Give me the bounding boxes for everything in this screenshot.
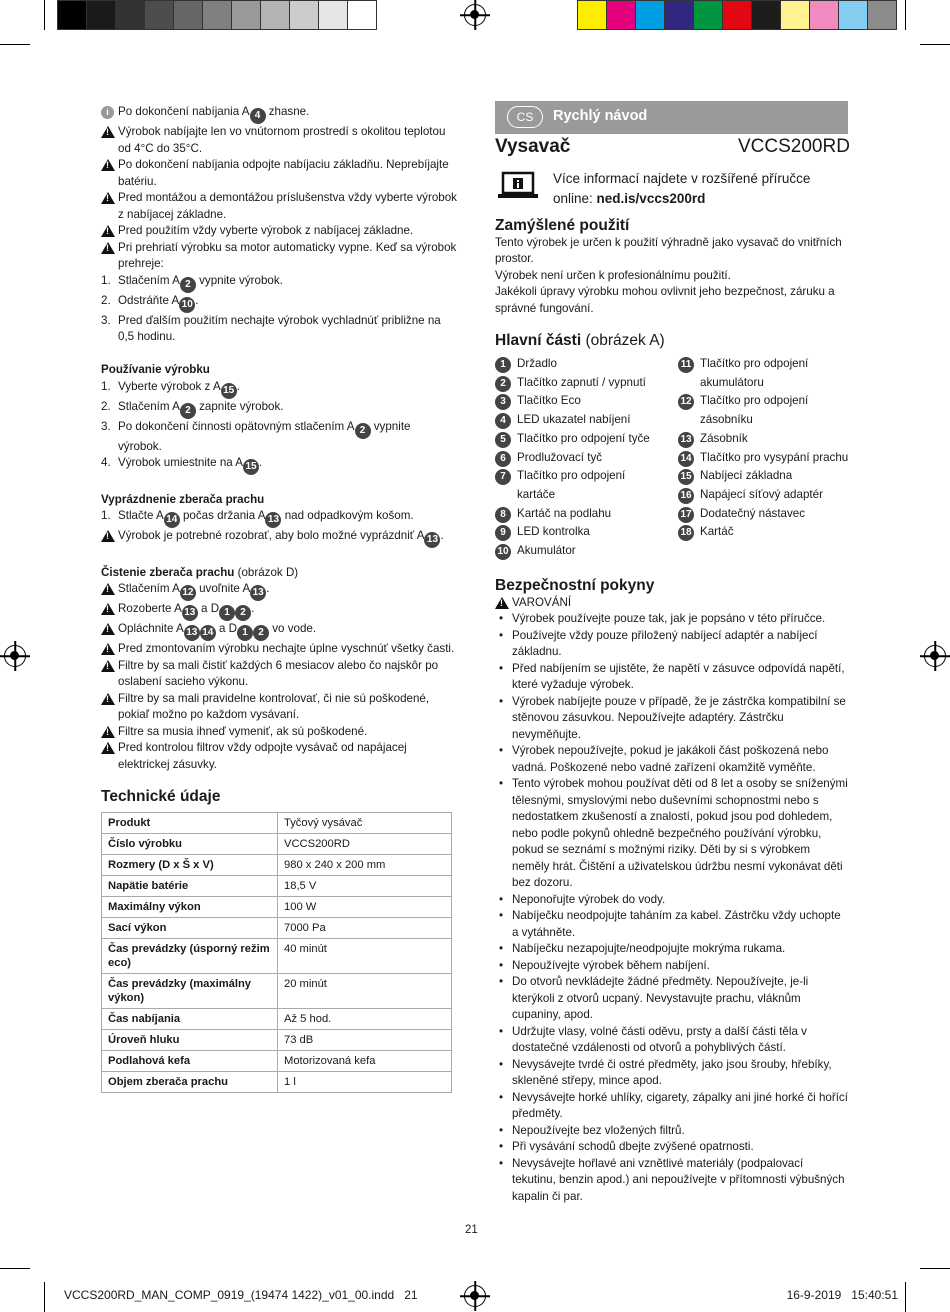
warning-icon	[101, 603, 115, 615]
crop-mark	[920, 1268, 950, 1269]
callout-badge: 13	[184, 625, 200, 641]
part-item	[495, 505, 665, 524]
bullet: •	[499, 694, 504, 708]
safety-section	[495, 578, 850, 1205]
bullet: •	[499, 1057, 504, 1071]
spec-row	[102, 854, 452, 875]
part-label: Kartáč	[700, 525, 734, 539]
crop-mark	[44, 1282, 45, 1312]
part-item	[678, 430, 850, 449]
spec-key: Úroveň hluku	[102, 1029, 278, 1050]
part-number-badge: 14	[678, 451, 694, 467]
note-item: ! Po dokončení nabíjania odpojte nabíjaciu základňu. Neprebíjajte batériu.	[101, 157, 457, 190]
spec-value: Až 5 hod.	[278, 1008, 452, 1029]
safety-item: • Nepoužívejte bez vložených filtrů.	[495, 1123, 850, 1140]
safety-item: • Výrobek nepoužívejte, pokud je jakákoli část poškozená nebo vadná. Poškozené nebo vadné zařízení okamžitě vyměňte.	[495, 743, 850, 776]
step-item: 2. Stlačením A 2 zapnite výrobok.	[101, 399, 457, 419]
color-swatch	[347, 0, 377, 30]
footer-file: VCCS200RD_MAN_COMP_0919_(19474 1422)_v01_00.indd 21	[64, 1288, 418, 1302]
part-label: Tlačítko pro odpojení akumulátoru	[700, 357, 809, 389]
part-label: Tlačítko zapnutí / vypnutí	[517, 375, 646, 389]
step-item: 3. Pred ďalším použitím nechajte výrobok vychladnúť približne na 0,5 hodinu.	[101, 313, 441, 343]
spec-value: 18,5 V	[278, 875, 452, 896]
spec-value: VCCS200RD	[278, 833, 452, 854]
safety-item: • Při vysávání schodů dbejte zvýšené opatrnosti.	[495, 1139, 850, 1156]
part-label: Napájecí síťový adaptér	[700, 487, 823, 501]
color-swatch	[289, 0, 319, 30]
spec-row	[102, 1029, 452, 1050]
product-title: Vysavač	[495, 136, 571, 157]
model-number: VCCS200RD	[738, 136, 850, 157]
part-item	[495, 449, 665, 468]
bullet: •	[499, 1156, 504, 1170]
note-item: ! Pred použitím vždy vyberte výrobok z nabíjacej základne.	[101, 223, 457, 240]
warning-icon	[101, 126, 115, 138]
spec-key: Produkt	[102, 812, 278, 833]
bullet: •	[499, 892, 504, 906]
crop-mark	[905, 1282, 906, 1312]
bullet: •	[499, 612, 504, 625]
safety-item: • Nevysávejte hořlavé ani vznětlivé materiály (podpalovací tekutinu, benzin apod.) ani nepoužívejte v přítomnosti výbušných kapalin či par.	[495, 1156, 850, 1206]
parts-heading: Hlavní části (obrázek A)	[495, 332, 665, 349]
spec-row	[102, 833, 452, 854]
online-line: online: ned.is/vccs200rd	[553, 191, 706, 206]
safety-item: • Do otvorů nevkládejte žádné předměty. Nepoužívejte, je-li kterýkoli z otvorů ucpaný. Nevystavujte prachu, vláknům cupaniny, apod.	[495, 974, 850, 1024]
part-number-badge: 4	[495, 413, 511, 429]
laptop-icon	[497, 171, 539, 206]
safety-heading: Bezpečnostní pokyny	[495, 577, 655, 594]
safety-item: • Nevysávejte tvrdé či ostré předměty, jako jsou šrouby, hřebíky, skleněné střepy, mince apod.	[495, 1057, 850, 1090]
bullet: •	[499, 958, 504, 972]
more-info-text	[553, 169, 848, 209]
safety-item: • Před nabíjením se ujistěte, že napětí v zásuvce odpovídá napětí, které vyžaduje výrobek.	[495, 661, 850, 694]
part-item	[495, 355, 665, 374]
part-label: Držadlo	[517, 357, 557, 370]
registration-mark-icon	[464, 1285, 486, 1307]
empty-instructions	[101, 508, 457, 548]
more-info-line: Více informací najdete v rozšířené příručce	[553, 171, 811, 186]
safety-item: • Výrobek nabíjejte pouze v případě, že je zástrčka kompatibilní se stěnovou zásuvkou. Nepoužívejte adaptéry. Zástrčku nevyměňujte.	[495, 694, 850, 744]
warning-icon	[101, 225, 115, 237]
charging-notes	[101, 104, 457, 273]
warning-label-row	[495, 595, 850, 612]
part-number-badge: 9	[495, 525, 511, 541]
part-item	[495, 467, 665, 504]
registration-mark-icon	[4, 645, 26, 667]
spec-row	[102, 1008, 452, 1029]
callout-badge: 13	[265, 512, 281, 528]
color-swatch	[202, 0, 232, 30]
part-number-badge: 10	[495, 544, 511, 560]
spec-value: 40 minút	[278, 938, 452, 973]
intended-text	[495, 235, 848, 318]
safety-item: • Nabíječku neodpojujte taháním za kabel. Zástrčku vždy uchopte a vytáhněte.	[495, 908, 850, 941]
color-swatch	[577, 0, 607, 30]
note-item: ! Pred zmontovaním výrobku nechajte úplne vyschnúť všetky časti.	[101, 641, 457, 658]
spec-value: Tyčový vysávač	[278, 812, 452, 833]
color-swatch	[144, 0, 174, 30]
note-item: ! Výrobok je potrebné rozobrať, aby bolo možné vyprázdniť A 13 .	[101, 528, 457, 548]
tech-heading: Technické údaje	[101, 788, 221, 805]
intended-line: Jakékoli úpravy výrobku mohou ovlivnit jeho bezpečnost, záruku a správné fungování.	[495, 285, 835, 315]
info-icon: i	[101, 106, 114, 119]
crop-mark	[0, 44, 30, 45]
overheat-steps	[101, 273, 457, 346]
clean-heading: Čistenie zberača prachu (obrázok D)	[101, 565, 299, 579]
safety-item: • Používejte vždy pouze přiložený nabíjecí adaptér a nabíjecí základnu.	[495, 628, 850, 661]
part-label: Zásobník	[700, 431, 748, 445]
spec-row	[102, 1071, 452, 1092]
callout-badge: 15	[243, 459, 259, 475]
part-number-badge: 18	[678, 525, 694, 541]
warning-icon	[495, 597, 509, 609]
warning-icon	[101, 583, 115, 595]
note-item: i Po dokončení nabíjania A 4 zhasne.	[101, 104, 457, 124]
registration-mark-icon	[464, 4, 486, 26]
intended-use-section	[495, 218, 848, 317]
color-swatch	[115, 0, 145, 30]
registration-mark-icon	[924, 645, 946, 667]
callout-badge: 1	[219, 605, 235, 621]
note-item: ! Filtre sa musia ihneď vymeniť, ak sú poškodené.	[101, 724, 457, 741]
part-item	[495, 411, 665, 430]
safety-item: • Výrobek používejte pouze tak, jak je popsáno v této příručce.	[495, 611, 850, 628]
part-item	[495, 542, 665, 561]
color-swatch	[809, 0, 839, 30]
color-swatch	[173, 0, 203, 30]
parts-list-left	[495, 355, 665, 561]
safety-item: • Neponořujte výrobek do vody.	[495, 892, 850, 909]
step-number: 1.	[101, 379, 111, 393]
part-number-badge: 2	[495, 376, 511, 392]
empty-heading: Vyprázdnenie zberača prachu	[101, 492, 265, 506]
page-number: 21	[465, 1224, 478, 1236]
note-item: ! Výrobok nabíjajte len vo vnútornom prostredí s okolitou teplotou od 4°C do 35°C.	[101, 124, 457, 157]
spec-value: 73 dB	[278, 1029, 452, 1050]
step-number: 3.	[101, 419, 111, 433]
part-item	[678, 392, 850, 429]
spec-key: Maximálny výkon	[102, 896, 278, 917]
callout-badge: 2	[180, 277, 196, 293]
color-swatch	[318, 0, 348, 30]
warning-icon	[101, 660, 115, 672]
part-item	[495, 523, 665, 542]
callout-badge: 10	[179, 297, 195, 313]
part-number-badge: 13	[678, 432, 694, 448]
part-number-badge: 11	[678, 357, 694, 373]
part-label: Tlačítko pro odpojení kartáče	[517, 469, 626, 501]
step-item: 2. Odstráňte A 10 .	[101, 293, 457, 313]
part-label: Akumulátor	[517, 544, 576, 558]
crop-mark	[44, 0, 45, 30]
note-item: ! Pred montážou a demontážou príslušenstva vždy vyberte výrobok z nabíjacej základne.	[101, 190, 457, 223]
bullet: •	[499, 909, 504, 922]
color-swatch	[260, 0, 290, 30]
callout-badge: 14	[200, 625, 216, 641]
part-item	[678, 505, 850, 524]
part-number-badge: 17	[678, 507, 694, 523]
spec-key: Čas nabíjania	[102, 1008, 278, 1029]
spec-value: 7000 Pa	[278, 917, 452, 938]
part-number-badge: 1	[495, 357, 511, 373]
banner-title: Rychlý návod	[553, 108, 648, 124]
step-item: 1. Stlačte A 14 počas držania A 13 nad odpadkovým košom.	[101, 508, 457, 528]
part-item	[678, 355, 850, 392]
safety-item: • Nepoužívejte výrobek během nabíjení.	[495, 958, 850, 975]
callout-badge: 12	[180, 585, 196, 601]
color-swatch	[606, 0, 636, 30]
warning-label: VAROVÁNÍ	[512, 595, 572, 609]
part-item	[678, 486, 850, 505]
callout-badge: 13	[250, 585, 266, 601]
callout-badge: 2	[235, 605, 251, 621]
spec-key: Podlahová kefa	[102, 1050, 278, 1071]
part-label: Tlačítko pro odpojení zásobníku	[700, 394, 809, 427]
spec-key: Rozmery (D x Š x V)	[102, 854, 278, 875]
clean-instructions	[101, 581, 457, 773]
bullet: •	[499, 1090, 504, 1104]
callout-badge: 2	[180, 403, 196, 419]
part-item	[678, 449, 850, 468]
bullet: •	[499, 942, 504, 955]
part-number-badge: 16	[678, 488, 694, 504]
callout-badge: 15	[221, 383, 237, 399]
safety-item: • Nevysávejte horké uhlíky, cigarety, zápalky ani jiné horké či hořící předměty.	[495, 1090, 850, 1123]
part-label: Tlačítko pro vysypání prachu	[700, 450, 849, 464]
spec-value: 1 l	[278, 1071, 452, 1092]
step-number: 1.	[101, 273, 111, 287]
part-item	[678, 467, 850, 486]
part-item	[495, 374, 665, 393]
part-item	[495, 430, 665, 449]
callout-badge: 2	[355, 423, 371, 439]
spec-key: Čas prevádzky (úsporný režim eco)	[102, 938, 278, 973]
callout-badge: 4	[250, 108, 266, 124]
warning-icon	[101, 530, 115, 542]
callout-badge: 13	[182, 605, 198, 621]
part-number-badge: 15	[678, 469, 694, 485]
bullet: •	[499, 777, 504, 790]
warning-icon	[101, 192, 115, 204]
step-number: 4.	[101, 456, 111, 469]
parts-list-right	[678, 355, 850, 542]
warning-icon	[101, 726, 115, 738]
part-label: Nabíjecí základna	[700, 469, 793, 483]
cs-banner	[495, 101, 848, 134]
bullet: •	[499, 744, 504, 757]
note-item: ! Opláchnite A 13 14 a D 1 2 vo vode.	[101, 621, 457, 641]
spec-value: Motorizovaná kefa	[278, 1050, 452, 1071]
usage-heading: Používanie výrobku	[101, 363, 210, 376]
part-label: Kartáč na podlahu	[517, 506, 612, 520]
color-swatch	[838, 0, 868, 30]
spec-row	[102, 896, 452, 917]
part-item	[495, 392, 665, 411]
bullet: •	[499, 1140, 504, 1153]
crop-mark	[920, 44, 950, 45]
warning-icon	[101, 643, 115, 655]
step-number: 1.	[101, 509, 111, 522]
color-swatch	[57, 0, 87, 30]
spec-row	[102, 938, 452, 973]
spec-value: 980 x 240 x 200 mm	[278, 854, 452, 875]
step-number: 2.	[101, 399, 111, 413]
color-swatch	[635, 0, 665, 30]
crop-mark	[0, 1268, 30, 1269]
color-swatch	[86, 0, 116, 30]
part-number-badge: 7	[495, 469, 511, 485]
spec-table	[101, 812, 452, 1093]
color-swatch	[664, 0, 694, 30]
part-number-badge: 12	[678, 394, 694, 410]
bullet: •	[499, 661, 504, 675]
step-item: 3. Po dokončení činnosti opätovným stlačením A 2 vypnite výrobok.	[101, 419, 411, 453]
footer-date: 16-9-2019 15:40:51	[786, 1288, 898, 1302]
spec-row	[102, 812, 452, 833]
part-number-badge: 6	[495, 451, 511, 467]
warning-icon	[101, 693, 115, 705]
color-swatch	[867, 0, 897, 30]
color-swatch	[780, 0, 810, 30]
spec-row	[102, 973, 452, 1008]
part-item	[678, 523, 850, 542]
safety-list	[495, 611, 850, 1205]
spec-key: Číslo výrobku	[102, 833, 278, 854]
callout-badge: 2	[253, 625, 269, 641]
part-number-badge: 8	[495, 507, 511, 523]
spec-row	[102, 1050, 452, 1071]
safety-item: • Nabíječku nezapojujte/neodpojujte mokrýma rukama.	[495, 941, 850, 958]
note-item: ! Rozoberte A 13 a D 1 2 .	[101, 601, 457, 621]
color-swatch	[751, 0, 781, 30]
step-number: 2.	[101, 293, 111, 307]
part-label: LED ukazatel nabíjení	[517, 413, 631, 427]
part-label: Tlačítko Eco	[517, 394, 581, 408]
spec-value: 20 minút	[278, 973, 452, 1008]
spec-row	[102, 917, 452, 938]
warning-icon	[101, 159, 115, 171]
spec-row	[102, 875, 452, 896]
intended-heading: Zamýšlené použití	[495, 217, 630, 234]
intended-line: Tento výrobek je určen k použití výhradně jako vysavač do vnitřních prostor.	[495, 235, 842, 265]
part-number-badge: 5	[495, 432, 511, 448]
online-link[interactable]: ned.is/vccs200rd	[596, 191, 706, 206]
part-label: Prodlužovací tyč	[517, 450, 603, 464]
part-number-badge: 3	[495, 394, 511, 410]
bullet: •	[499, 1024, 504, 1038]
usage-steps	[101, 379, 457, 476]
left-column	[101, 104, 457, 1093]
language-badge: CS	[507, 106, 543, 128]
note-item: ! Stlačením A 12 uvoľnite A 13 .	[101, 581, 457, 601]
spec-key: Objem zberača prachu	[102, 1071, 278, 1092]
callout-badge: 1	[237, 625, 253, 641]
safety-item: • Udržujte vlasy, volné části oděvu, prsty a další části těla v dostatečné vzdálenosti od otvorů a pohyblivých částí.	[495, 1024, 850, 1057]
bullet: •	[499, 1123, 504, 1137]
warning-icon	[101, 623, 115, 635]
step-item: 1. Vyberte výrobok z A 15 .	[101, 379, 457, 399]
callout-badge: 14	[164, 512, 180, 528]
step-item: 1. Stlačením A 2 vypnite výrobok.	[101, 273, 457, 293]
spec-key: Sací výkon	[102, 917, 278, 938]
note-item: ! Pred kontrolou filtrov vždy odpojte vysávač od napájacej elektrickej zásuvky.	[101, 740, 457, 773]
spec-key: Napätie batérie	[102, 875, 278, 896]
step-number: 3.	[101, 313, 111, 327]
note-item: ! Filtre by sa mali čistiť každých 6 mesiacov alebo čo najskôr po oslabení sacieho výkonu.	[101, 658, 457, 691]
color-swatch	[693, 0, 723, 30]
warning-icon	[101, 242, 115, 254]
color-swatch	[722, 0, 752, 30]
safety-item: • Tento výrobek mohou používat děti od 8 let a osoby se sníženými tělesnými, smyslovými nebo duševními schopnostmi nebo s nedostatkem zkušeností a znalostí, pokud jsou pod dohledem, nebo podle pokynů ohledně bezpečného používání výrobku, pokud se seznámí s možnými riziky. Děti by si s výrobkem neměly hrát. Čištění a uživatelskou údržbu nesmí vykonávat děti bez dozoru.	[495, 776, 850, 892]
spec-key: Čas prevádzky (maximálny výkon)	[102, 973, 278, 1008]
spec-value: 100 W	[278, 896, 452, 917]
callout-badge: 13	[424, 532, 440, 548]
color-swatch	[231, 0, 261, 30]
note-item: ! Pri prehriatí výrobku sa motor automaticky vypne. Keď sa výrobok prehreje:	[101, 240, 457, 273]
note-item: ! Filtre by sa mali pravidelne kontrolovať, či nie sú poškodené, pokiaľ možno po každom vysávaní.	[101, 691, 457, 724]
part-label: LED kontrolka	[517, 525, 590, 539]
crop-mark	[905, 0, 906, 30]
step-item: 4. Výrobok umiestnite na A 15 .	[101, 455, 457, 475]
warning-icon	[101, 742, 115, 754]
part-label: Dodatečný nástavec	[700, 506, 806, 520]
bullet: •	[499, 975, 504, 988]
part-label: Tlačítko pro odpojení tyče	[517, 431, 650, 445]
bullet: •	[499, 628, 504, 642]
intended-line: Výrobek není určen k profesionálnímu použití.	[495, 268, 731, 282]
